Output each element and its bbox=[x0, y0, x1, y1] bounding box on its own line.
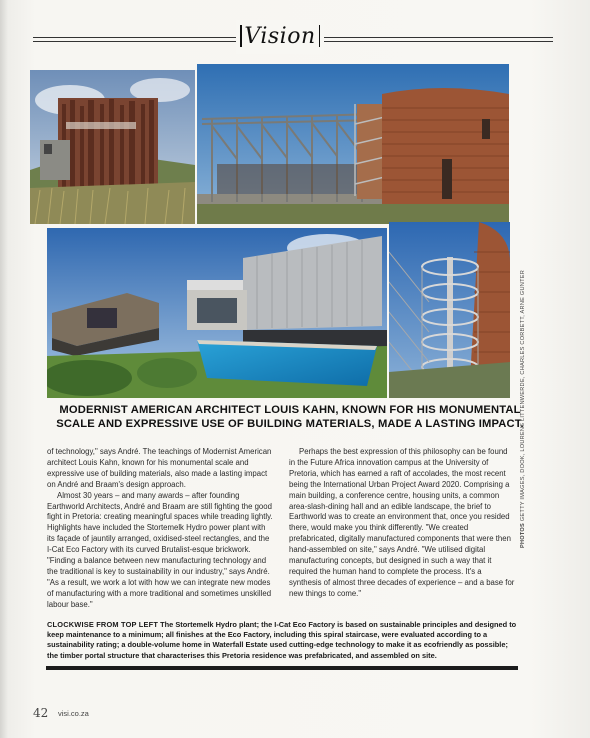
photo-spiral-staircase bbox=[389, 222, 510, 398]
credits-lead: PHOTOS bbox=[520, 522, 526, 548]
credits-text: GETTY IMAGES, DOOK, LOURENS LITTENWERDE, CHARLES CORBETT, ARNE GUNTER bbox=[520, 269, 526, 523]
body-column-right bbox=[289, 447, 515, 600]
binding-shadow bbox=[0, 0, 8, 738]
photo-credits bbox=[520, 270, 526, 548]
photo-caption bbox=[47, 620, 517, 661]
body-paragraph: Almost 30 years – and many awards – after founding Earthworld Architects, André and Braam are still fighting the good fight in Pretoria: creating meaningful spaces while treading lightly. Highlights have included the Stortemelk Hydro power plant with its façade of jauntily arranged, oxidised-steel rectangles, and the I-Cat Eco Factory with its curved Brutalist-esque brickwork. "Finding a balance between new manufacturing technology and the traditional is key to sustainability in our industry," says André. "As a result, we work a lot with how we can integrate new modes of manufacturing with a more traditional and sometimes unskilled labour base." bbox=[47, 490, 273, 609]
section-title: Vision bbox=[236, 20, 324, 54]
body-column-left bbox=[47, 447, 275, 611]
photo-waterfall-estate-residence bbox=[47, 228, 387, 398]
photo-i-cat-eco-factory bbox=[197, 64, 509, 224]
page-number: 42 bbox=[33, 706, 49, 720]
photo-stortemelk-hydro-plant bbox=[30, 70, 195, 224]
body-paragraph: of technology," says André. The teachings of Modernist American architect Louis Kahn, known for his monumental scale and expressive use of building materials, also made a lasting impact on André and Braam's design approach. bbox=[47, 447, 272, 489]
body-paragraph: Perhaps the best expression of this philosophy can be found in the Future Africa innovation campus at the University of Pretoria, which has earned a raft of accolades, the most recent being the International Urban Project Award 2020. Comprising a main building, a conference centre, housing units, a common area-slash-dining hall and an edible landscape, the brief to Earthworld was to create an environment that, once you resided there, would make you think differently. "We created prefabricated, digitally manufactured components that were then hand-assembled on site," says André. "We utilised digital manufacturing concepts, but designed in such a way that it required the human hand to complete the process. It's a synthesis of almost three decades of experience – and a base for new things to come." bbox=[289, 447, 515, 598]
pull-quote: MODERNIST AMERICAN ARCHITECT LOUIS KAHN, KNOWN FOR HIS MONUMENTAL SCALE AND EXPRESSIVE USE OF BUILDING MATERIALS, MADE A LASTING IMPACT. bbox=[56, 404, 524, 430]
footer-bar bbox=[46, 666, 518, 670]
caption-lead: CLOCKWISE FROM TOP LEFT bbox=[47, 620, 159, 629]
site-url: visi.co.za bbox=[58, 709, 89, 718]
caption-text: The Stortemelk Hydro plant; the I-Cat Eco Factory is based on sustainable principles and designed to keep maintenance to a minimum; all finishes at the Eco Factory, including this spiral staircase, were evaluated according to a sustainability rating; a double-volume home in Waterfall Estate used cutting-edge technology to make it as ecofriendly as possible; the timber portal structure that characterises this Pretoria residence was prefabricated, and assembled on site. bbox=[47, 620, 517, 660]
